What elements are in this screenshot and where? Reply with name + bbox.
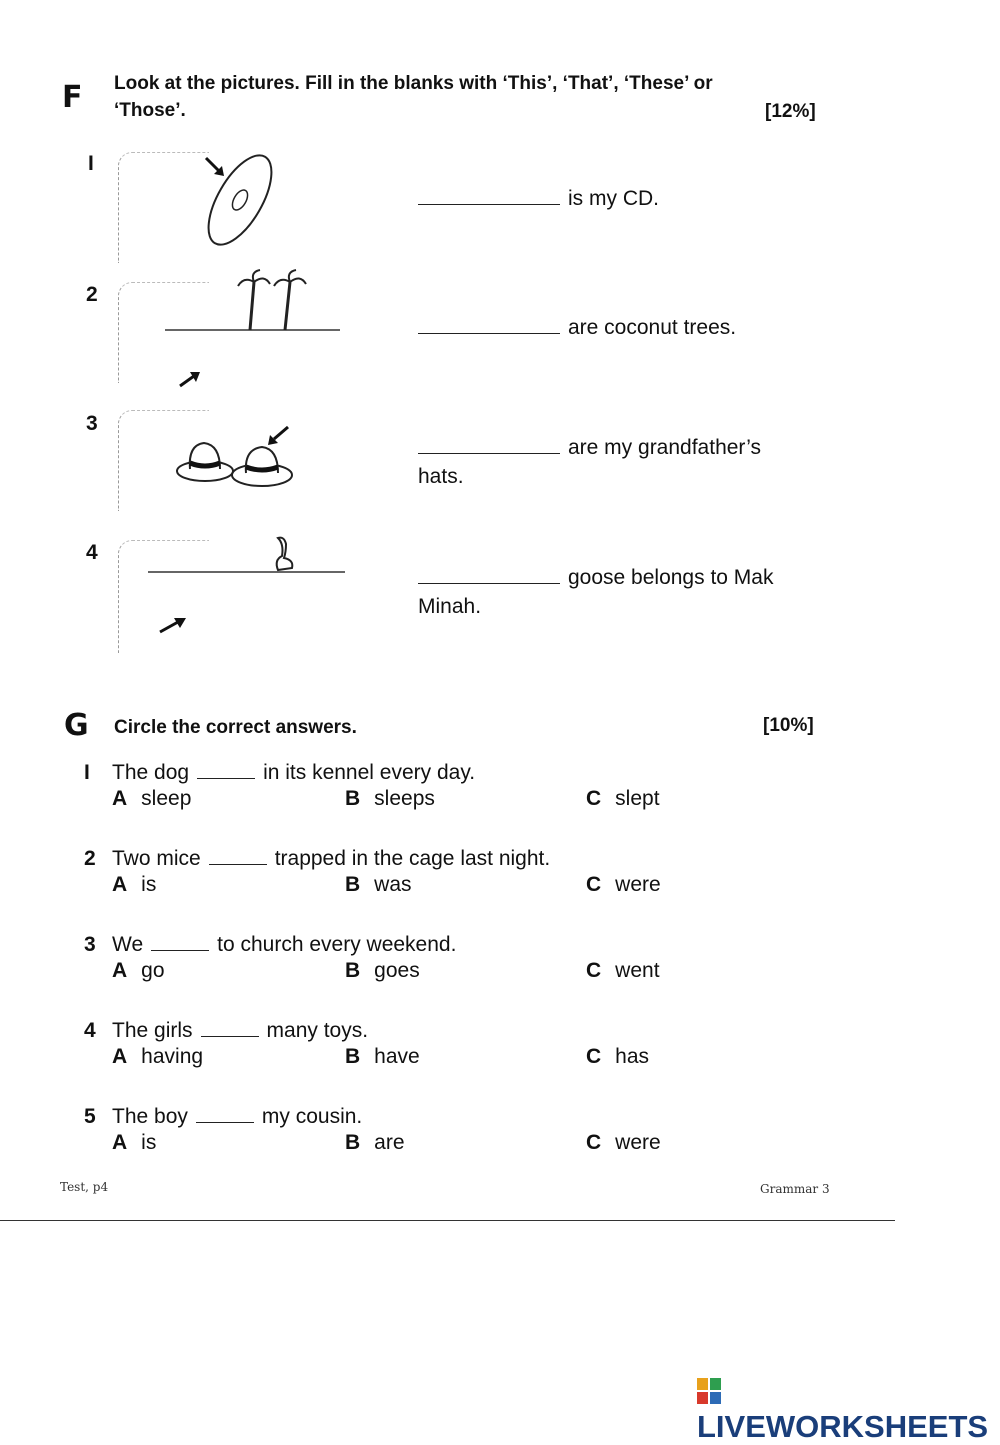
f-sentence-continuation: hats.: [418, 465, 464, 488]
g-sentence-before: The dog: [112, 761, 190, 784]
option-b[interactable]: B goes: [345, 959, 420, 982]
footer-right: Grammar 3: [760, 1182, 830, 1196]
g-question: [84, 930, 784, 989]
f-sentence: [418, 313, 736, 342]
f-sentence-text: are coconut trees.: [568, 316, 737, 339]
section-g-marks: [10%]: [763, 715, 814, 736]
option-c[interactable]: C went: [586, 959, 660, 982]
f-question-number: 4: [86, 541, 98, 564]
answer-blank: [196, 1106, 254, 1123]
footer-left: Test, p4: [60, 1180, 109, 1194]
option-a[interactable]: A go: [112, 959, 165, 982]
g-question-number: 5: [84, 1105, 96, 1128]
section-f-instruction: [114, 70, 834, 124]
f-question-number: I: [88, 152, 94, 175]
f-sentence: [418, 184, 659, 213]
option-b[interactable]: B are: [345, 1131, 405, 1154]
f-sentence: [418, 433, 818, 491]
section-g-letter: G: [64, 708, 88, 743]
coconut-trees-image: [150, 268, 350, 398]
g-question-number: 4: [84, 1019, 96, 1042]
g-question-number: 2: [84, 847, 96, 870]
g-question-number: I: [84, 761, 90, 784]
option-c[interactable]: C has: [586, 1045, 650, 1068]
g-question: [84, 844, 784, 903]
g-question: [84, 758, 784, 817]
option-b[interactable]: B have: [345, 1045, 420, 1068]
option-a[interactable]: A having: [112, 1045, 204, 1068]
section-f-letter: F: [62, 80, 82, 115]
option-a[interactable]: A sleep: [112, 787, 192, 810]
g-sentence-after: in its kennel every day.: [263, 761, 476, 784]
page-divider: [0, 1220, 895, 1221]
f-sentence-text: goose belongs to Mak: [568, 566, 774, 589]
section-g-instruction: Circle the correct answers.: [114, 717, 357, 738]
answer-blank[interactable]: [418, 315, 560, 334]
option-c[interactable]: C were: [586, 1131, 661, 1154]
watermark: [697, 1373, 1000, 1445]
f-sentence-text: is my CD.: [568, 187, 659, 210]
g-sentence-before: We: [112, 933, 144, 956]
f-sentence-text: are my grandfather’s: [568, 436, 761, 459]
g-sentence-after: to church every weekend.: [217, 933, 457, 956]
g-sentence-after: trapped in the cage last night.: [274, 847, 551, 870]
liveworksheets-logo-icon: [697, 1378, 721, 1404]
f-sentence-continuation: Minah.: [418, 595, 482, 618]
g-sentence-before: Two mice: [112, 847, 201, 870]
answer-blank[interactable]: [418, 565, 560, 584]
option-a[interactable]: A is: [112, 1131, 157, 1154]
answer-blank: [209, 848, 267, 865]
section-f-instruction-line2: ‘Those’.: [114, 100, 186, 121]
option-c[interactable]: C were: [586, 873, 661, 896]
hats-image: [170, 415, 300, 500]
f-sentence: [418, 563, 818, 621]
answer-blank: [151, 934, 209, 951]
g-question: [84, 1016, 784, 1075]
g-question-number: 3: [84, 933, 96, 956]
goose-image: [140, 532, 350, 647]
g-sentence-before: The girls: [112, 1019, 193, 1042]
answer-blank[interactable]: [418, 186, 560, 205]
f-question-number: 3: [86, 412, 98, 435]
g-question: [84, 1102, 784, 1161]
option-b[interactable]: B was: [345, 873, 412, 896]
option-c[interactable]: C slept: [586, 787, 660, 810]
section-f-marks: [12%]: [765, 101, 816, 122]
option-b[interactable]: B sleeps: [345, 787, 435, 810]
g-sentence-after: many toys.: [266, 1019, 369, 1042]
g-sentence-after: my cousin.: [261, 1105, 363, 1128]
f-question-number: 2: [86, 283, 98, 306]
g-sentence-before: The boy: [112, 1105, 188, 1128]
option-a[interactable]: A is: [112, 873, 157, 896]
answer-blank: [197, 762, 255, 779]
answer-blank: [201, 1020, 259, 1037]
watermark-text: LIVEWORKSHEETS: [697, 1409, 989, 1444]
section-f-instruction-line1: Look at the pictures. Fill in the blanks with ‘This’, ‘That’, ‘These’ or: [114, 73, 713, 94]
answer-blank[interactable]: [418, 435, 560, 454]
cd-disc-image: [190, 150, 290, 260]
